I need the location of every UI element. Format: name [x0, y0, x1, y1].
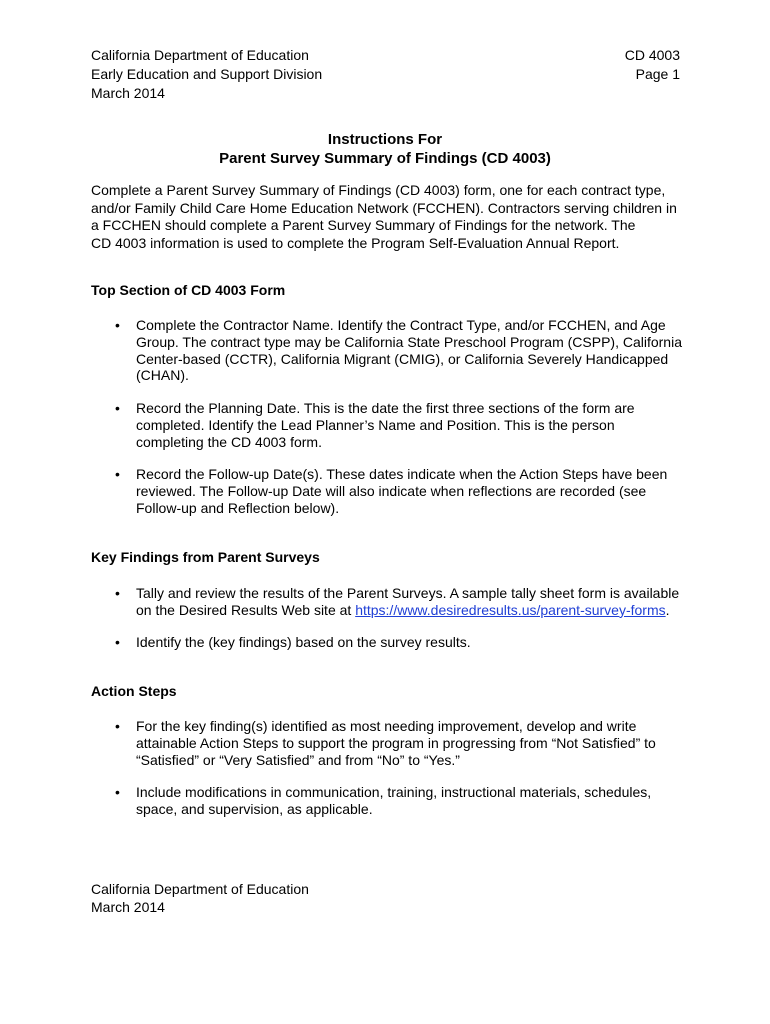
text-span: on the Desired Results Web site at	[136, 601, 356, 618]
text-line: Center-based (CCTR), California Migrant (CMIG), or California Severely Handicapped	[136, 350, 669, 367]
list-item-text	[136, 317, 686, 384]
text-line: Identify the (key findings) based on the survey results.	[136, 634, 471, 650]
text-line: reviewed. The Follow-up Date will also indicate when reflections are recorded (see	[136, 482, 647, 499]
list-item-text	[136, 585, 686, 619]
intro-line: CD 4003 information is used to complete the Program Self-Evaluation Annual Report.	[91, 234, 620, 251]
header-org: California Department of Education	[91, 47, 309, 63]
text-line: For the key finding(s) identified as most needing improvement, develop and write	[136, 718, 637, 734]
text-line: completed. Identify the Lead Planner’s Name and Position. This is the person	[136, 416, 615, 433]
document-title	[0, 130, 770, 168]
text-line: (CHAN).	[136, 367, 189, 384]
bullet-icon: •	[115, 466, 120, 482]
text-line: Include modifications in communication, training, instructional materials, schedules,	[136, 784, 652, 800]
text-span: .	[665, 601, 670, 618]
header-left	[91, 46, 322, 103]
bullet-icon: •	[115, 585, 120, 601]
bullet-icon: •	[115, 317, 120, 333]
page-number: Page 1	[635, 66, 680, 82]
list-item-text	[136, 718, 686, 768]
text-line: Record the Follow-up Date(s). These dates indicate when the Action Steps have been	[136, 466, 668, 482]
section-heading-action-steps: Action Steps	[91, 683, 177, 699]
list-item-text	[136, 400, 686, 450]
text-line: Record the Planning Date. This is the date the first three sections of the form are	[136, 400, 635, 416]
text-line	[136, 602, 686, 619]
bullet-icon: •	[115, 634, 120, 650]
list-item-text	[136, 466, 686, 516]
page-footer	[91, 880, 309, 916]
intro-line: Complete a Parent Survey Summary of Findings (CD 4003) form, one for each contract type,	[91, 182, 666, 198]
survey-forms-link[interactable]: https://www.desiredresults.us/parent-survey-forms	[355, 601, 666, 618]
section-heading-key-findings: Key Findings from Parent Surveys	[91, 549, 320, 565]
form-code: CD 4003	[624, 47, 680, 63]
text-line: Tally and review the results of the Parent Surveys. A sample tally sheet form is available	[136, 585, 680, 601]
text-line: completing the CD 4003 form.	[136, 433, 322, 450]
bullet-icon: •	[115, 400, 120, 416]
bullet-icon: •	[115, 784, 120, 800]
bullet-icon: •	[115, 718, 120, 734]
text-line: “Satisfied” or “Very Satisfied” and from “No” to “Yes.”	[136, 751, 460, 768]
header-division: Early Education and Support Division	[91, 66, 323, 82]
footer-date: March 2014	[91, 899, 165, 915]
list-item-text	[136, 784, 686, 818]
text-line: attainable Action Steps to support the program in progressing from “Not Satisfied” to	[136, 734, 656, 751]
title-line-1: Instructions For	[327, 131, 443, 148]
text-line: space, and supervision, as applicable.	[136, 800, 373, 817]
footer-org: California Department of Education	[91, 881, 309, 897]
text-line: Follow-up and Reflection below).	[136, 499, 340, 516]
section-heading-top: Top Section of CD 4003 Form	[91, 282, 286, 298]
list-item-text	[136, 634, 686, 651]
header-right	[625, 46, 680, 84]
text-line: Complete the Contractor Name. Identify the Contract Type, and/or FCCHEN, and Age	[136, 317, 666, 333]
header-date: March 2014	[91, 85, 165, 101]
intro-paragraph	[91, 182, 691, 252]
title-line-2: Parent Survey Summary of Findings (CD 4003)	[219, 150, 551, 167]
intro-line: a FCCHEN should complete a Parent Survey Summary of Findings for the network. The	[91, 217, 636, 233]
intro-line: and/or Family Child Care Home Education Network (FCCHEN). Contractors serving children in	[91, 199, 677, 216]
text-line: Group. The contract type may be California State Preschool Program (CSPP), California	[136, 333, 682, 350]
